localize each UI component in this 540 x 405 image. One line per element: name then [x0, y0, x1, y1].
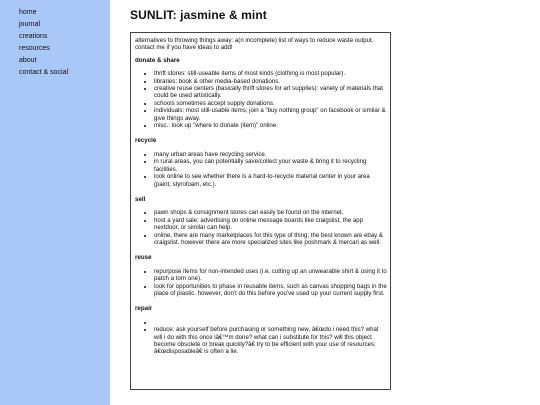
- list-item: • look online to see whether there is a hard-to-recycle material center in your area (paint, styrofoam, etc.).: [154, 173, 387, 188]
- list-reuse: [135, 268, 387, 298]
- list-item: • look for opportunities to phase in reusable items, such as canvas shopping bags in the place of plastic. however, don't do this before you've used up your current supply first.: [154, 283, 387, 298]
- intro-text: alternatives to throwing things away: a(n incomplete) list of ways to reduce waste output. contact me if you have ideas to add!: [135, 37, 374, 52]
- list-repair: [135, 319, 387, 356]
- nav-link-contact-social[interactable]: contact & social: [19, 69, 69, 76]
- section-heading-recycle: recycle: [135, 137, 157, 145]
- nav-item-creations: [19, 31, 110, 43]
- list-item: • libraries: book & other media-based donations.: [154, 78, 387, 85]
- list-item: • schools sometimes accept supply donations.: [154, 100, 387, 107]
- nav-item-journal: [19, 19, 110, 31]
- list-item: • thrift stores: still-useable items of most kinds (clothing is most popular).: [154, 70, 387, 77]
- list-recycle: [135, 151, 387, 188]
- list-item: • creative reuse centers (basically thrift stores for art supplies): variety of materials that could be used artistically.: [154, 85, 387, 100]
- list-sell: [135, 209, 387, 246]
- list-item: • repurpose items for non-intended uses (i.e. cutting up an unwearable shirt & using it to patch a torn one).: [154, 268, 387, 283]
- list-item: • individuals: most still-usable items; join a "buy nothing group" on facebook or similar & give things away.: [154, 107, 387, 122]
- list-item: • reduce: ask yourself before purchasing or something new, â€œdo i need this? what will i do with this once iâ€™m done? what can i substitute for this? will this object become obsolete or break quickly?â€ try to be efficient with your use of resources; â€œdisposableâ€ is often a lie.: [154, 326, 387, 356]
- nav-list: [0, 0, 110, 79]
- list-item: • in rural areas, you can potentially save/collect your waste & bring it to recycling facilities.: [154, 158, 387, 173]
- section-heading-repair: repair: [135, 305, 153, 313]
- nav-link-creations[interactable]: creations: [19, 33, 48, 40]
- list-item-empty: [154, 319, 387, 326]
- section-heading-donate-share: donate & share: [135, 56, 180, 64]
- nav-item-contact: [19, 67, 110, 79]
- content-box: [130, 32, 391, 390]
- list-item: • many urban areas have recycling service.: [154, 151, 387, 158]
- list-item: • host a yard sale; advertising on online message boards like craigslist, the app nextdoor, or similar can help.: [154, 217, 387, 232]
- nav-item-resources: [19, 43, 110, 55]
- section-heading-reuse: reuse: [135, 254, 152, 262]
- nav-item-home: [19, 7, 110, 19]
- section-heading-sell: sell: [135, 195, 146, 203]
- sidebar-nav: [0, 0, 110, 405]
- list-item: • pawn shops & consignment stores can easily be found on the internet.: [154, 209, 387, 216]
- nav-link-resources[interactable]: resources: [19, 45, 50, 52]
- list-item: • misc.: look up "where to donate (item)" online.: [154, 122, 387, 129]
- nav-link-about[interactable]: about: [19, 57, 37, 64]
- list-donate-share: [135, 70, 387, 129]
- nav-item-about: [19, 55, 110, 67]
- list-item: • online, there are many marketplaces for this type of thing; the best known are ebay & craigslist. however there are more specialized sites like poshmark & mercari as well.: [154, 232, 387, 247]
- site-title: SUNLIT: jasmine & mint: [130, 8, 267, 22]
- nav-link-journal[interactable]: journal: [19, 21, 41, 28]
- nav-link-home[interactable]: home: [19, 9, 37, 16]
